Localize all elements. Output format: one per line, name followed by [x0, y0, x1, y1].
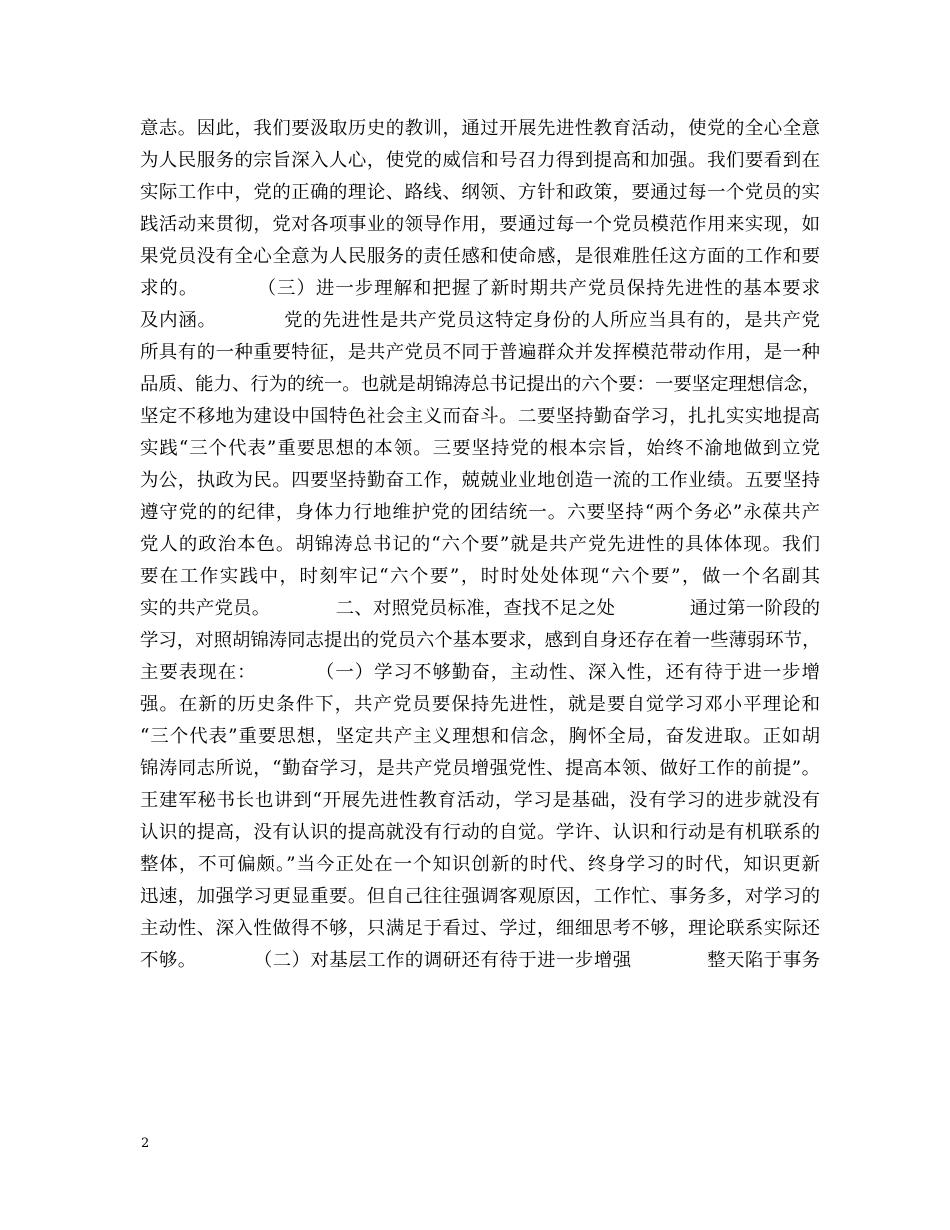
text-line: 主要表现在： （一）学习不够勤奋，主动性、深入性，还有待于进一步增	[140, 662, 820, 683]
text-line: 认识的提高，没有认识的提高就没有行动的自觉。学许、认识和行动是有机联系的	[140, 822, 820, 843]
text-line: “三个代表”重要思想，坚定共产主义理想和信念，胸怀全局，奋发进取。正如胡	[140, 726, 820, 747]
text-line: 品质、能力、行为的统一。也就是胡锦涛总书记提出的六个要：一要坚定理想信念，	[140, 374, 820, 395]
text-line: 不够。 （二）对基层工作的调研还有待于进一步增强 整天陷于事务	[140, 950, 820, 971]
text-line: 及内涵。 党的先进性是共产党员这特定身份的人所应当具有的，是共产党	[140, 310, 820, 331]
text-line: 践活动来贯彻，党对各项事业的领导作用，要通过每一个党员模范作用来实现，如	[140, 214, 820, 235]
text-line: 主动性、深入性做得不够，只满足于看过、学过，细细思考不够，理论联系实际还	[140, 918, 820, 939]
text-line: 为人民服务的宗旨深入人心，使党的威信和号召力得到提高和加强。我们要看到在	[140, 150, 820, 171]
text-line: 迅速，加强学习更显重要。但自己往往强调客观原因，工作忙、事务多，对学习的	[140, 886, 820, 907]
text-line: 所具有的一种重要特征，是共产党员不同于普遍群众并发挥模范带动作用，是一种	[140, 342, 820, 363]
text-line: 整体，不可偏颇。”当今正处在一个知识创新的时代、终身学习的时代，知识更新	[140, 854, 820, 875]
text-line: 学习，对照胡锦涛同志提出的党员六个基本要求，感到自身还存在着一些薄弱环节，	[140, 630, 820, 651]
text-line: 实的共产党员。 二、对照党员标准，查找不足之处 通过第一阶段的	[140, 598, 820, 619]
text-line: 实践“三个代表”重要思想的本领。三要坚持党的根本宗旨，始终不渝地做到立党	[140, 438, 820, 459]
text-line: 意志。因此，我们要汲取历史的教训，通过开展先进性教育活动，使党的全心全意	[140, 118, 820, 139]
text-line: 果党员没有全心全意为人民服务的责任感和使命感，是很难胜任这方面的工作和要	[140, 246, 820, 267]
text-line: 实际工作中，党的正确的理论、路线、纲领、方针和政策，要通过每一个党员的实	[140, 182, 820, 203]
text-line: 遵守党的的纪律，身体力行地维护党的团结统一。六要坚持“两个务必”永葆共产	[140, 502, 820, 523]
text-line: 锦涛同志所说，“勤奋学习，是共产党员增强党性、提高本领、做好工作的前提”。	[140, 758, 820, 779]
body-text	[140, 113, 820, 977]
text-line: 党人的政治本色。胡锦涛总书记的“六个要”就是共产党先进性的具体体现。我们	[140, 534, 820, 555]
text-line: 坚定不移地为建设中国特色社会主义而奋斗。二要坚持勤奋学习，扎扎实实地提高	[140, 406, 820, 427]
text-line: 为公，执政为民。四要坚持勤奋工作，兢兢业业地创造一流的工作业绩。五要坚持	[140, 470, 820, 491]
text-line: 求的。 （三）进一步理解和把握了新时期共产党员保持先进性的基本要求	[140, 278, 820, 299]
text-line: 王建军秘书长也讲到“开展先进性教育活动，学习是基础，没有学习的进步就没有	[140, 790, 820, 811]
text-line: 强。在新的历史条件下，共产党员要保持先进性，就是要自觉学习邓小平理论和	[140, 694, 820, 715]
page-number: 2	[141, 1136, 150, 1151]
text-line: 要在工作实践中，时刻牢记“六个要”，时时处处体现“六个要”，做一个名副其	[140, 566, 820, 587]
